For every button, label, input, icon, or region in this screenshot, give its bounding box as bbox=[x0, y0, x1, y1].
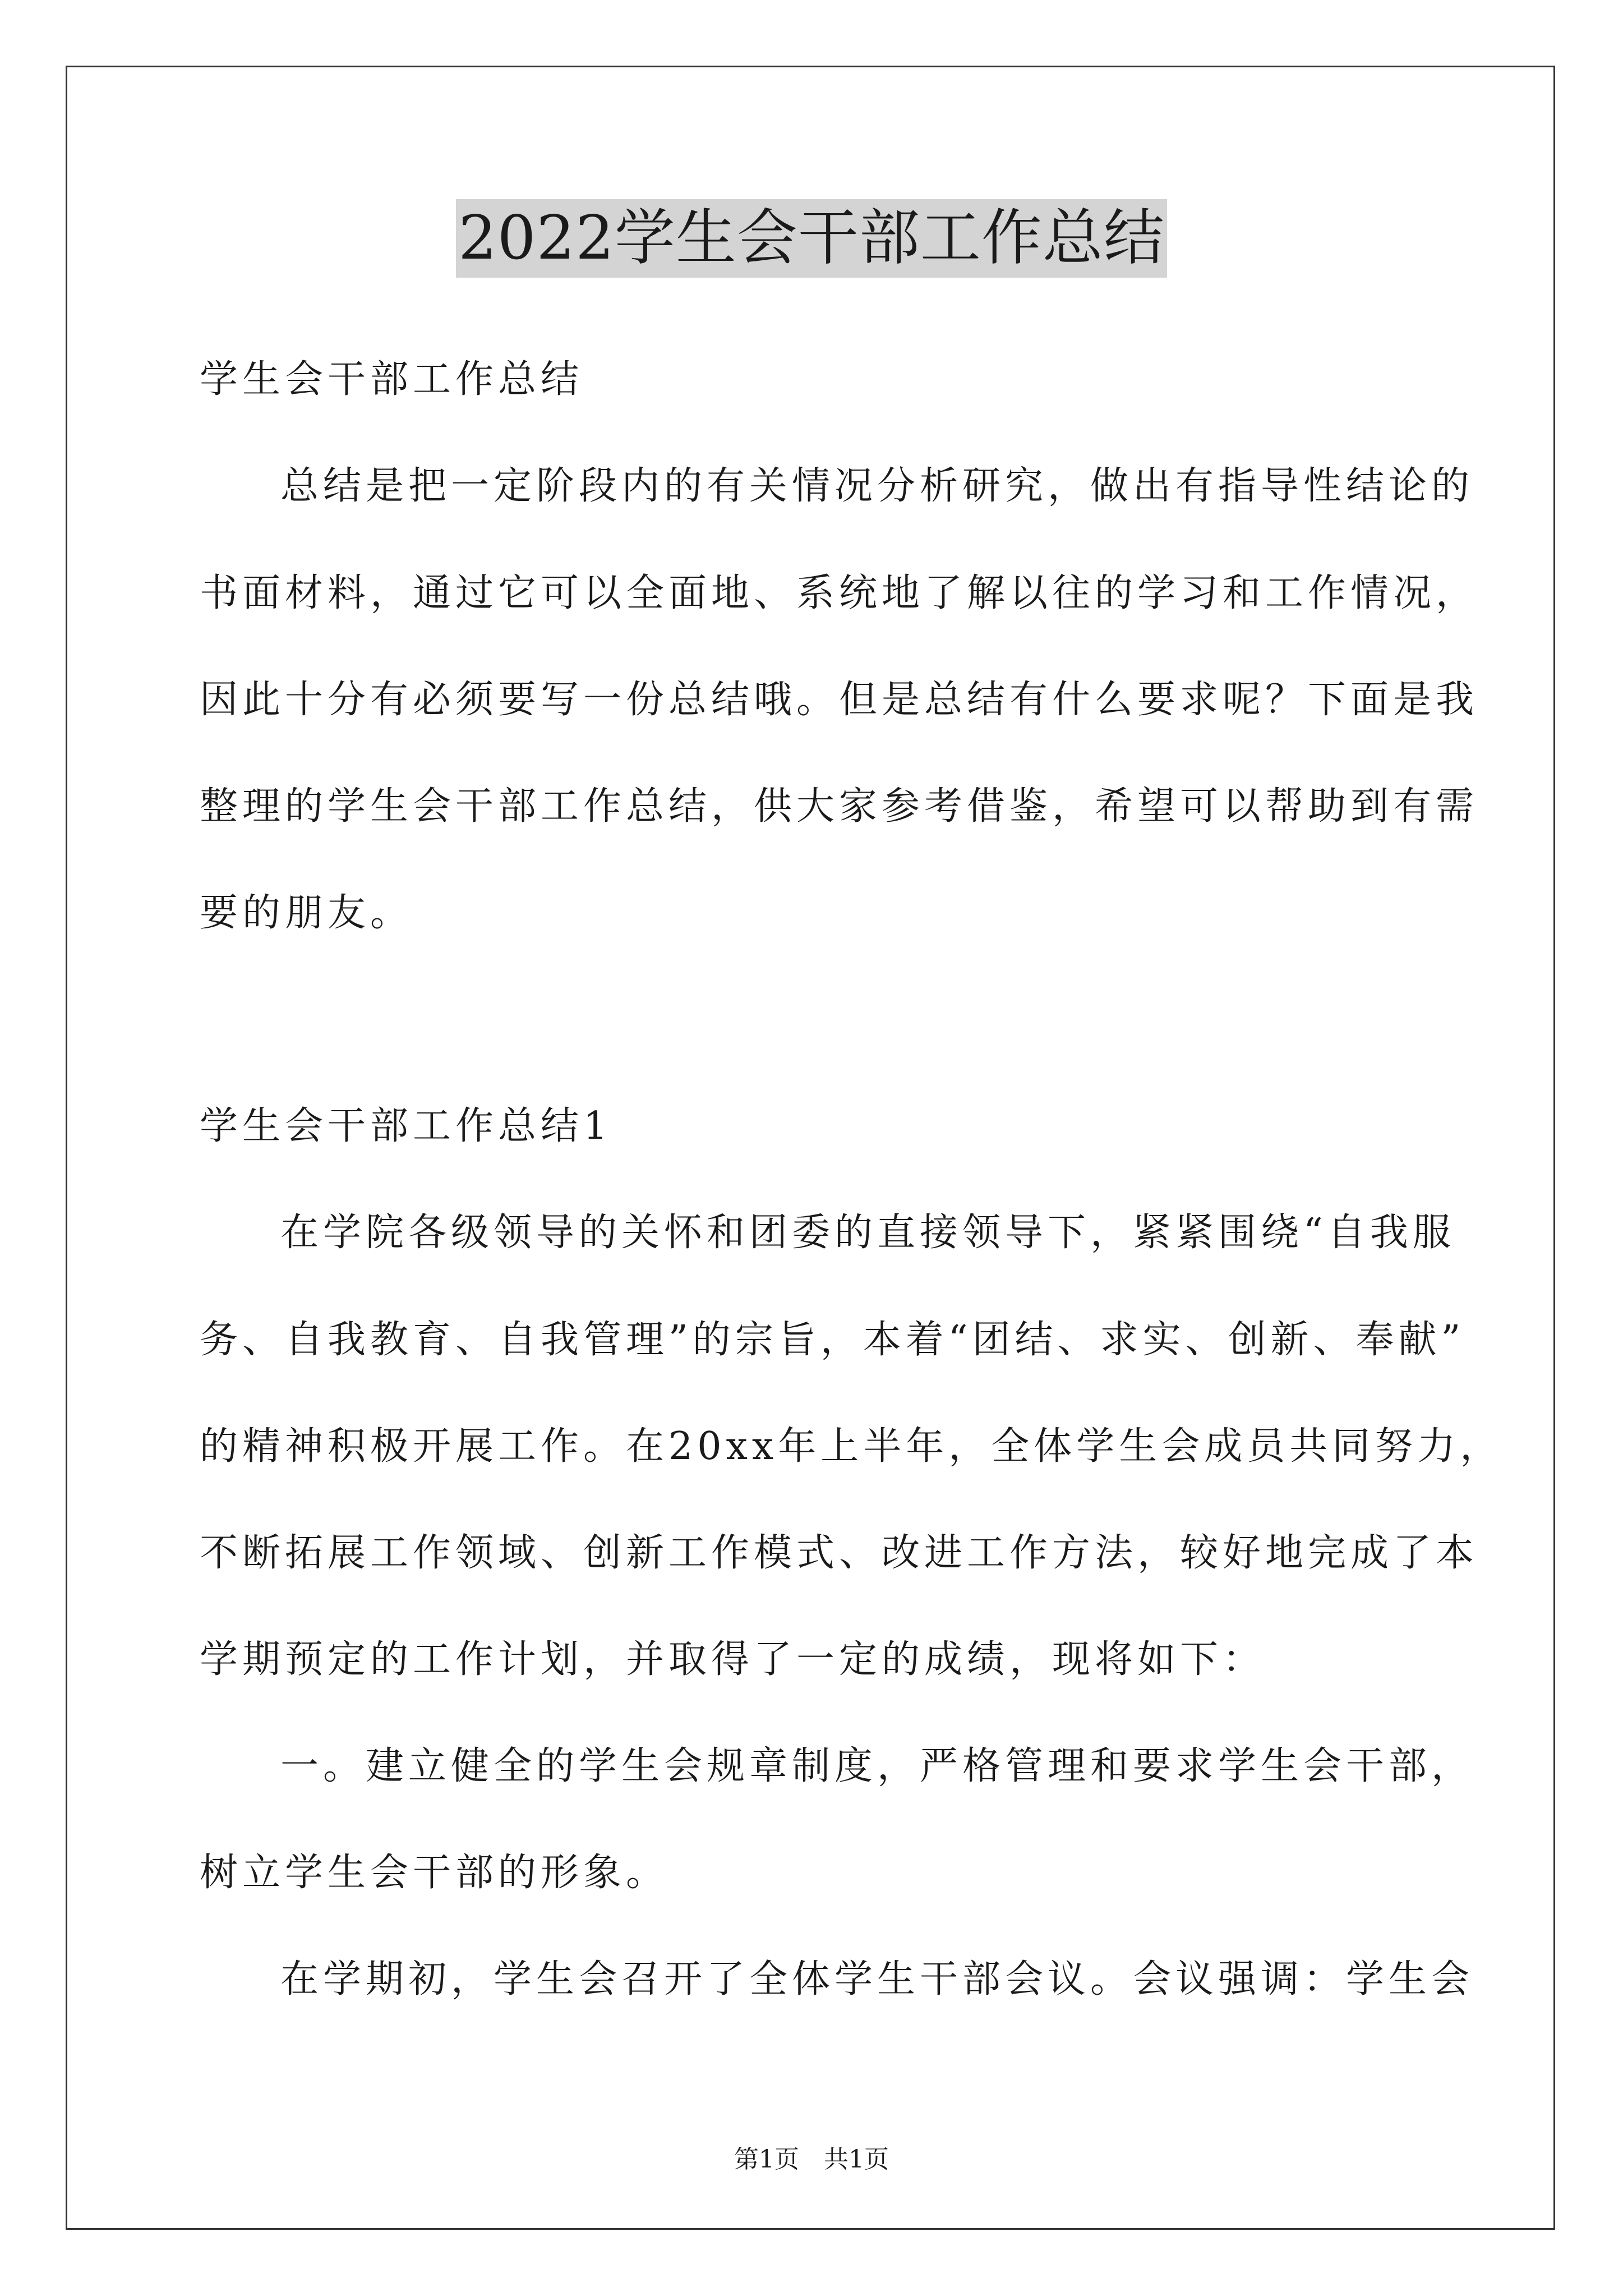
title-container bbox=[0, 199, 1623, 278]
paragraph-line: 务、自我教育、自我管理”的宗旨，本着“团结、求实、创新、奉献” bbox=[200, 1318, 1465, 1362]
paragraph-line: 要的朋友。 bbox=[200, 891, 413, 935]
paragraph-line: 总结是把一定阶段内的有关情况分析研究，做出有指导性结论的 bbox=[280, 464, 1474, 508]
section-heading: 学生会干部工作总结1 bbox=[200, 1104, 612, 1148]
paragraph-line: 学期预定的工作计划，并取得了一定的成绩，现将如下： bbox=[200, 1637, 1266, 1682]
paragraph-line: 在学院各级领导的关怀和团委的直接领导下，紧紧围绕“自我服 bbox=[280, 1211, 1455, 1255]
paragraph-line: 在学期初，学生会召开了全体学生干部会议。会议强调：学生会 bbox=[280, 1957, 1474, 2001]
page-footer: 第1页 共1页 bbox=[734, 2145, 889, 2174]
paragraph-line: 整理的学生会干部工作总结，供大家参考借鉴，希望可以帮助到有需 bbox=[200, 784, 1479, 829]
paragraph-line: 书面材料，通过它可以全面地、系统地了解以往的学习和工作情况， bbox=[200, 571, 1479, 615]
subtitle: 学生会干部工作总结 bbox=[200, 357, 584, 402]
paragraph-line: 的精神积极开展工作。在20xx年上半年，全体学生会成员共同努力， bbox=[200, 1424, 1503, 1469]
paragraph-line: 不断拓展工作领域、创新工作模式、改进工作方法，较好地完成了本 bbox=[200, 1531, 1479, 1575]
paragraph-line: 因此十分有必须要写一份总结哦。但是总结有什么要求呢？下面是我 bbox=[200, 678, 1479, 722]
paragraph-line: 树立学生会干部的形象。 bbox=[200, 1851, 669, 1895]
document-title: 2022学生会干部工作总结 bbox=[456, 199, 1167, 278]
paragraph-line: 一。建立健全的学生会规章制度，严格管理和要求学生会干部， bbox=[280, 1744, 1474, 1788]
